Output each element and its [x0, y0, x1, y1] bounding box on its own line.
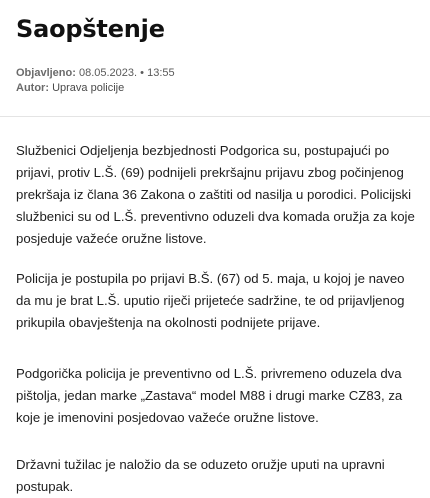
- published-date: 08.05.2023.: [78, 67, 138, 79]
- author-label: Autor:: [16, 82, 49, 94]
- article-paragraph: Policija je postupila po prijavi B.Š. (67) od 5. maja, u kojoj je naveo da mu je brat L.Š. uputio riječi prijeteće sadržine, te od prijavljenog prikupila obavještenja na okolnosti podnijete prijave.: [16, 271, 405, 330]
- page-title: Saopštenje: [16, 15, 165, 43]
- article-paragraph: Podgorička policija je preventivno od L.Š. privremeno oduzela dva pištolja, jedan marke „Zastava“ model M88 i drugi marke CZ83, za koje je imenovini posjedovao važeće oružne listove.: [16, 366, 403, 425]
- author-name: Uprava policije: [52, 82, 125, 94]
- published-time: 13:55: [147, 67, 175, 79]
- meta-separator: •: [140, 67, 145, 79]
- author-row: [16, 81, 175, 96]
- article-meta: [16, 66, 175, 96]
- published-label: Objavljeno:: [16, 67, 76, 79]
- article-paragraph: Državni tužilac je naložio da se oduzeto oružje uputi na upravni postupak.: [16, 457, 385, 494]
- article-paragraph: Službenici Odjeljenja bezbjednosti Podgorica su, postupajući po prijavi, protiv L.Š. (69) podnijeli prekršajnu prijavu zbog počinjenog prekršaja iz člana 36 Zakona o zaštiti od nasilja u porodici. Policijski službenici su od L.Š. preventivno oduzeli dva komada oružja za koje posjeduje važeće oružne listove.: [16, 143, 415, 246]
- header-divider: [0, 116, 430, 117]
- published-row: [16, 66, 175, 81]
